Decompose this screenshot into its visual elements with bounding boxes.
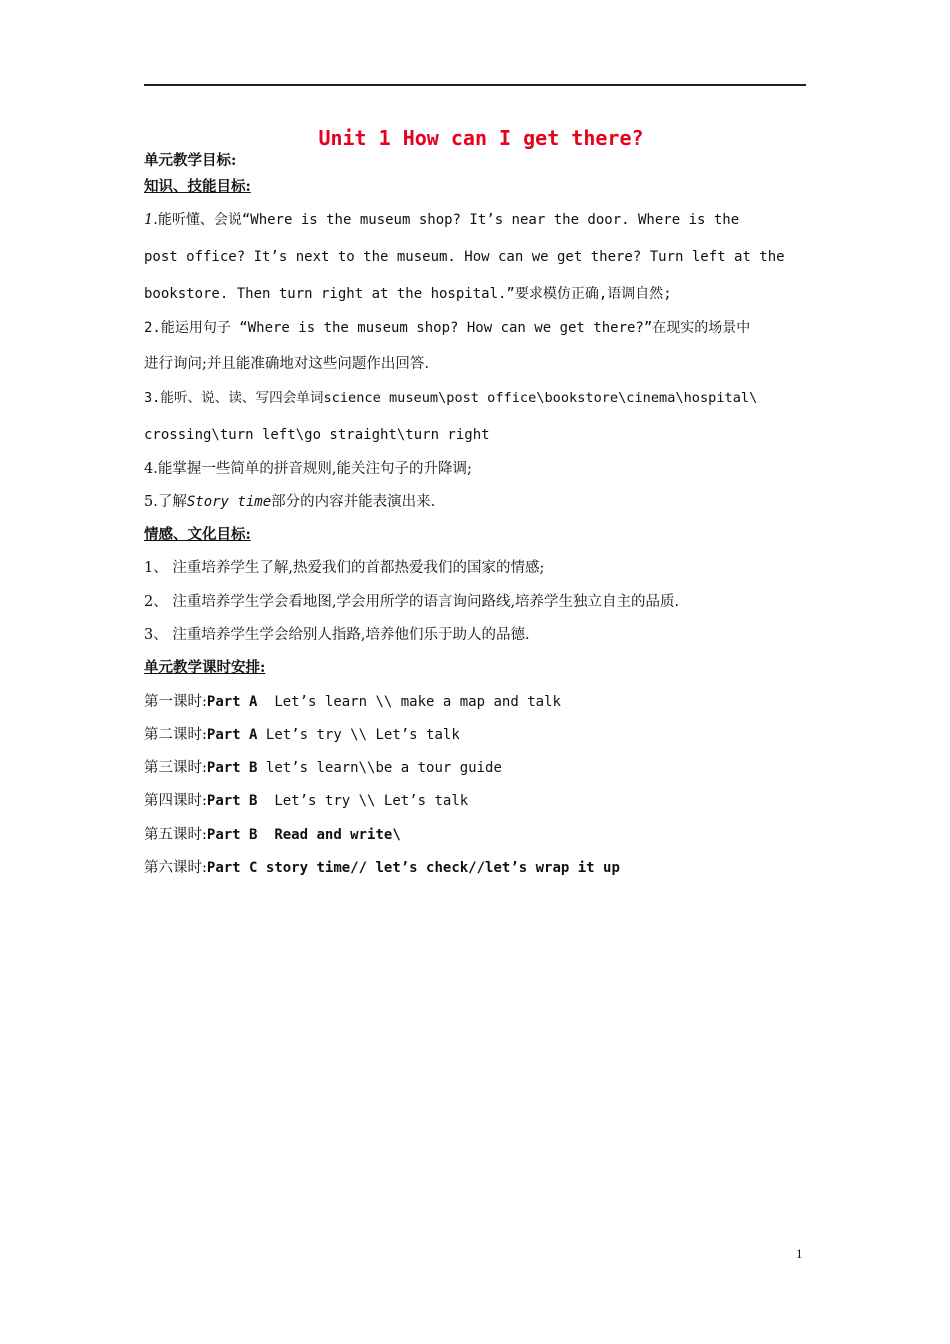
emotion-item-1: 1、 注重培养学生了解,热爱我们的首都热爱我们的国家的情感; — [144, 560, 545, 576]
emotion-item-2: 2、 注重培养学生学会看地图,学会用所学的语言询问路线,培养学生独立自主的品质. — [144, 594, 680, 610]
heading-objectives: 单元教学目标: — [144, 152, 237, 169]
schedule-label: 第一课时: — [144, 694, 207, 710]
heading-schedule: 单元教学课时安排: — [144, 659, 266, 676]
schedule-content: Let’s try \\ Let’s talk — [257, 727, 460, 743]
schedule-content: let’s learn\\be a tour guide — [257, 760, 502, 776]
schedule-part: Part C story time// let’s check//let’s wrap it up — [206, 860, 620, 876]
schedule-content: Let’s learn \\ make a map and talk — [257, 694, 561, 710]
document-title: Unit 1 How can I get there? — [318, 126, 644, 150]
schedule-row-2 — [144, 724, 814, 746]
schedule-content: Let’s try \\ Let’s talk — [257, 793, 469, 809]
header-rule — [144, 84, 806, 86]
emotion-item-3: 3、 注重培养学生学会给别人指路,培养他们乐于助人的品德. — [144, 627, 530, 643]
skills-item-5-pre: 5.了解 — [144, 494, 187, 510]
schedule-part: Part B — [206, 760, 258, 776]
skills-item-2-line-2: 进行询问;并且能准确地对这些问题作出回答. — [144, 356, 429, 372]
skills-item-1-line-2: post office? It’s next to the museum. How can we get there? Turn left at the — [144, 249, 785, 265]
schedule-label: 第六课时: — [144, 860, 207, 876]
schedule-part: Part A — [206, 727, 258, 743]
heading-skills: 知识、技能目标: — [144, 178, 251, 195]
heading-emotion: 情感、文化目标: — [144, 526, 251, 543]
page-number: 1 — [796, 1246, 803, 1261]
skills-item-3-line-1: 3.能听、说、读、写四会单词science museum\post office\bookstore\cinema\hospital\ — [144, 390, 758, 406]
schedule-row-3 — [144, 757, 814, 779]
skills-item-4: 4.能掌握一些简单的拼音规则,能关注句子的升降调; — [144, 461, 472, 477]
skills-item-3-line-2: crossing\turn left\go straight\turn right — [144, 427, 490, 443]
schedule-part: Part B Read and write\ — [206, 827, 401, 843]
schedule-row-4 — [144, 790, 814, 812]
schedule-row-1 — [144, 691, 814, 713]
skills-item-5 — [144, 491, 814, 513]
schedule-label: 第四课时: — [144, 793, 207, 809]
schedule-row-6 — [144, 857, 814, 879]
skills-item-1-number: 1. — [144, 212, 158, 228]
schedule-part: Part B — [206, 793, 258, 809]
schedule-label: 第三课时: — [144, 760, 207, 776]
schedule-part: Part A — [206, 694, 258, 710]
skills-item-1-line-3: bookstore. Then turn right at the hospital.”要求模仿正确,语调自然; — [144, 286, 672, 302]
skills-item-1-text-a: 能听懂、会说“Where is the museum shop? It’s near the door. Where is the — [157, 212, 740, 228]
skills-item-2-line-1: 2.能运用句子 “Where is the museum shop? How can we get there?”在现实的场景中 — [144, 320, 751, 336]
skills-item-5-story-time: Story time — [186, 494, 272, 510]
schedule-row-5 — [144, 824, 814, 846]
schedule-label: 第二课时: — [144, 727, 207, 743]
skills-item-5-post: 部分的内容并能表演出来. — [271, 494, 436, 510]
schedule-label: 第五课时: — [144, 827, 207, 843]
skills-item-1-line-1 — [144, 209, 814, 231]
